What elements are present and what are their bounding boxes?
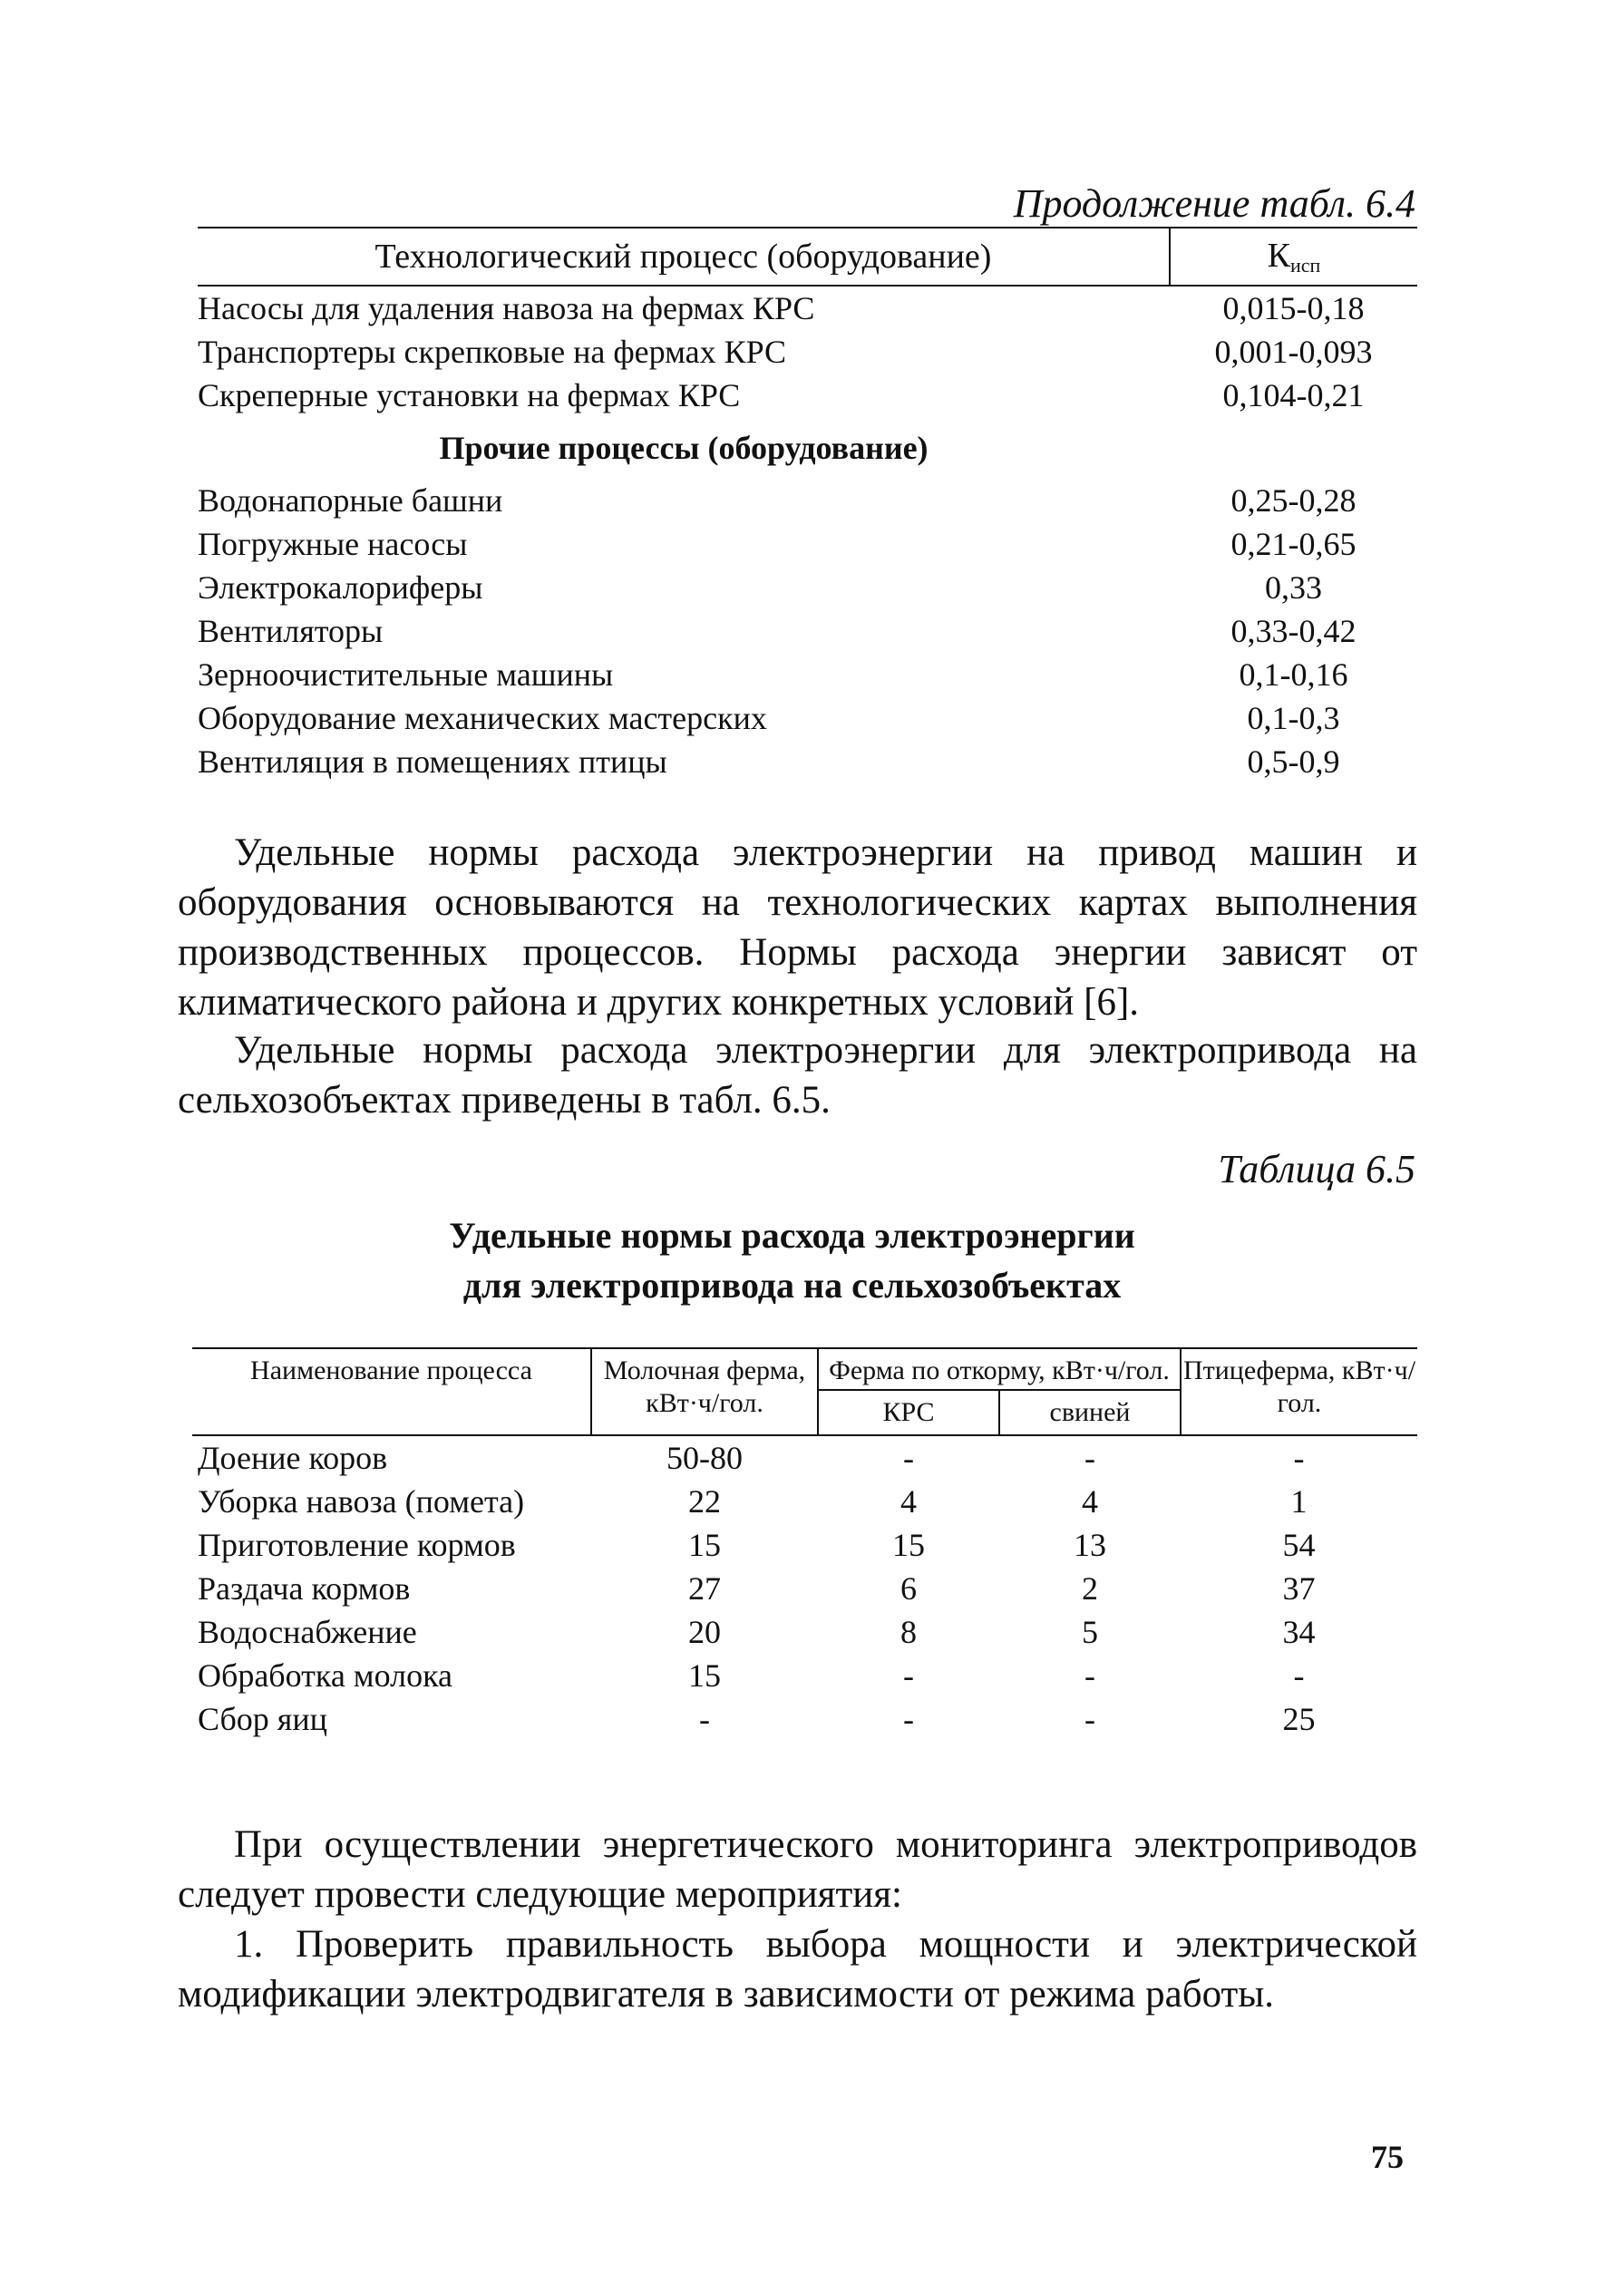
cell-poultry: 37 — [1282, 1570, 1316, 1607]
paragraph-specific-norms: Удельные нормы расхода электроэнергии на привод машин и оборудования основываются на технологических картах выполнения производственных процессов. Нормы расхода энергии зависят от климатического района и других конкретных условий [6]. — [178, 831, 1417, 1024]
row-value: 0,015-0,18 — [1222, 290, 1365, 326]
cell-pigs: 5 — [1082, 1614, 1098, 1650]
cell-pigs: - — [1084, 1701, 1095, 1737]
table-header-row — [198, 228, 1417, 286]
table-6-5-title-line-2: для электропривода на сельхозобъектах — [462, 1265, 1122, 1306]
cell-dairy: 50-80 — [666, 1440, 743, 1476]
cell-krs: - — [903, 1701, 914, 1737]
cell-pigs: 2 — [1082, 1570, 1098, 1607]
row-name: Зерноочистительные машины — [198, 656, 614, 693]
header-poultry-farm: Птицеферма, кВт·ч/гол. — [1181, 1348, 1417, 1435]
cell-krs: 15 — [892, 1527, 925, 1563]
row-value: 0,104-0,21 — [1222, 377, 1365, 413]
row-name: Транспортеры скрепковые на фермах КРС — [198, 334, 787, 370]
table-row — [198, 609, 1417, 653]
row-name: Обработка молока — [198, 1657, 452, 1694]
table-6-5-title-line-1: Удельные нормы расхода электроэнергии — [449, 1215, 1135, 1256]
table-row — [198, 374, 1417, 417]
cell-poultry: 54 — [1282, 1527, 1316, 1563]
table-6-4 — [198, 227, 1417, 783]
empty-cell — [1170, 417, 1417, 479]
paragraph-table-reference: Удельные нормы расхода электроэнергии для электропривода на сельхозобъектах приведены в табл. 6.5. — [178, 1029, 1417, 1122]
table-row — [192, 1697, 1417, 1741]
row-value: 0,33-0,42 — [1230, 613, 1357, 649]
cell-krs: 8 — [900, 1614, 917, 1650]
cell-poultry: 25 — [1282, 1701, 1316, 1737]
cell-dairy: 15 — [688, 1657, 721, 1694]
cell-pigs: 4 — [1082, 1483, 1098, 1520]
header-process-name: Наименование процесса — [192, 1348, 591, 1435]
cell-pigs: - — [1084, 1657, 1095, 1694]
cell-dairy: - — [699, 1701, 710, 1737]
table-header-row — [192, 1348, 1417, 1390]
cell-krs: - — [903, 1440, 914, 1476]
row-name: Насосы для удаления навоза на фермах КРС — [198, 290, 815, 326]
cell-krs: 4 — [900, 1483, 917, 1520]
table-6-5-caption: Таблица 6.5 — [1218, 1147, 1415, 1191]
section-heading-row — [198, 417, 1417, 479]
row-name: Вентиляция в помещениях птицы — [198, 743, 667, 780]
table-row — [198, 653, 1417, 696]
header-fattening-farm: Ферма по откорму, кВт·ч/гол. — [818, 1348, 1181, 1390]
cell-dairy: 27 — [688, 1570, 721, 1607]
section-heading: Прочие процессы (оборудование) — [439, 430, 929, 466]
row-value: 0,33 — [1265, 569, 1322, 606]
k-subscript: исп — [1290, 254, 1321, 277]
row-value: 0,001-0,093 — [1214, 334, 1373, 370]
row-name: Приготовление кормов — [198, 1527, 516, 1563]
table-row — [192, 1610, 1417, 1654]
row-name: Доение коров — [198, 1440, 388, 1476]
header-k-usage — [1170, 228, 1417, 286]
row-name: Раздача кормов — [198, 1570, 411, 1607]
table-row — [198, 479, 1417, 522]
cell-dairy: 20 — [688, 1614, 721, 1650]
page-number: 75 — [1371, 2139, 1404, 2175]
row-name: Электрокалориферы — [198, 569, 483, 606]
paragraph-monitoring: При осуществлении энергетического мониторинга электроприводов следует провести следующие мероприятия: — [178, 1823, 1417, 1916]
table-row — [198, 696, 1417, 740]
row-name: Водонапорные башни — [198, 482, 503, 519]
row-name: Водоснабжение — [198, 1614, 417, 1650]
cell-krs: 6 — [900, 1570, 917, 1607]
row-name: Оборудование механических мастерских — [198, 700, 767, 736]
table-row — [192, 1480, 1417, 1523]
row-value: 0,5-0,9 — [1247, 743, 1340, 780]
table-row — [198, 566, 1417, 609]
table-row — [192, 1567, 1417, 1610]
row-name: Вентиляторы — [198, 613, 384, 649]
header-pigs: свиней — [999, 1390, 1181, 1435]
row-value: 0,1-0,16 — [1239, 656, 1348, 693]
table-row — [192, 1654, 1417, 1697]
row-value: 0,25-0,28 — [1230, 482, 1357, 519]
table-row — [198, 330, 1417, 374]
table-6-5 — [192, 1347, 1417, 1741]
header-process: Технологический процесс (оборудование) — [198, 228, 1170, 286]
table-row — [192, 1523, 1417, 1567]
cell-poultry: - — [1293, 1440, 1305, 1476]
cell-poultry: 34 — [1282, 1614, 1316, 1650]
paragraph-step-1: 1. Проверить правильность выбора мощности и электрической модификации электродвигателя в зависимости от режима работы. — [178, 1923, 1417, 2016]
table-row — [192, 1435, 1417, 1480]
table-row — [198, 740, 1417, 783]
header-krs: КРС — [818, 1390, 999, 1435]
row-value: 0,1-0,3 — [1247, 700, 1340, 736]
cell-dairy: 22 — [688, 1483, 721, 1520]
cell-pigs: 13 — [1074, 1527, 1106, 1563]
row-name: Скреперные установки на фермах КРС — [198, 377, 741, 413]
row-name: Уборка навоза (помета) — [198, 1483, 525, 1520]
table-row — [198, 286, 1417, 330]
cell-poultry: - — [1293, 1657, 1305, 1694]
cell-krs: - — [903, 1657, 914, 1694]
table-row — [198, 522, 1417, 566]
header-dairy-farm: Молочная ферма, кВт·ч/гол. — [591, 1348, 818, 1435]
row-name: Сбор яиц — [198, 1701, 327, 1737]
row-value: 0,21-0,65 — [1230, 526, 1357, 562]
k-main: К — [1267, 237, 1291, 275]
table-6-4-continuation-caption: Продолжение табл. 6.4 — [1013, 181, 1415, 226]
cell-pigs: - — [1084, 1440, 1095, 1476]
cell-poultry: 1 — [1290, 1483, 1308, 1520]
row-name: Погружные насосы — [198, 526, 468, 562]
cell-dairy: 15 — [688, 1527, 721, 1563]
